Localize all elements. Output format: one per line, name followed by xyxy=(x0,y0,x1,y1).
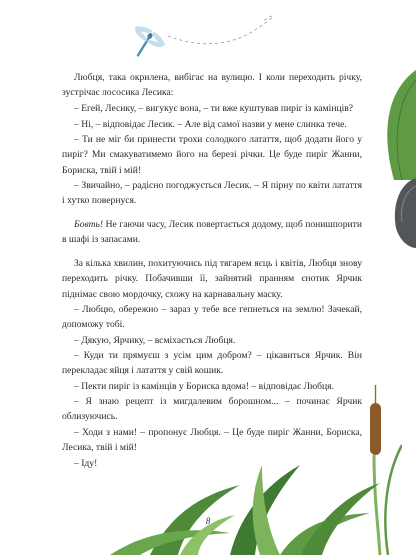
paragraph-12: – Ходи з нами! – пропонує Любця. – Це буде пиріг Жанни, Бориска, Лесика, твій і мій! xyxy=(62,427,362,454)
paragraph-8: – Дякую, Ярчику, – всміхається Любця. xyxy=(74,335,236,346)
paragraph-4: – Ти не міг би принести трохи солодкого латаття, щоб додати його у пиріг? Ми смакуватимемо його на березі річки. Це буде пиріг Жанни, Бориска, твій і мій! xyxy=(62,134,362,176)
paragraph-bovt xyxy=(62,217,362,248)
paragraph-2: – Егей, Лесику, – вигукує вона, – ти вже куштував пиріг із камінців? xyxy=(74,103,354,114)
paragraph-7: – Любцю, обережно – зараз у тебе все гепнеться на землю! Зачекай, допоможу тобі. xyxy=(62,304,362,331)
paragraph-3: – Ні, – відповідає Лесик. – Але від самої назви у мене слинка тече. xyxy=(74,119,347,130)
dragonfly-icon xyxy=(0,0,416,80)
leaf-illustration-top xyxy=(376,70,416,180)
paragraph-5: – Звичайно, – радісно погоджується Лесик. – Я пірну по квіти латаття і хутко повернуся. xyxy=(62,180,362,207)
bovt-rest: Не гаючи часу, Лесик повертається додому, щоб понишпорити в шафі із запасами. xyxy=(62,219,362,246)
paragraph-11: – Я знаю рецепт із мигдалевим борошном... – починає Ярчик облизуючись. xyxy=(62,396,362,423)
paragraph-9: – Куди ти прямуєш з усім цим добром? – цікавиться Ярчик. Він перекладає яйця і латаття у свій кошик. xyxy=(62,350,362,377)
paragraph-10: – Пекти пиріг із камінців у Бориска вдома! – відповідає Любця. xyxy=(74,381,334,392)
paragraph-1: Любця, така окрилена, вибігає на вулицю. І коли переходить річку, зустрічає лососика Лесика: xyxy=(62,72,362,99)
paragraph-6: За кілька хвилин, похитуючись під тягарем яєць і квітів, Любця знову переходить річку. Побачивши її, зайнятий пранням єнотик Ярчик піднімає свою мордочку, схожу на карнавальну маску. xyxy=(62,258,362,300)
page-number: 8 xyxy=(205,516,211,526)
paragraph-13: – Іду! xyxy=(74,458,98,469)
bovt-lead: Бовть! xyxy=(74,219,104,230)
stone-icon xyxy=(392,178,416,248)
